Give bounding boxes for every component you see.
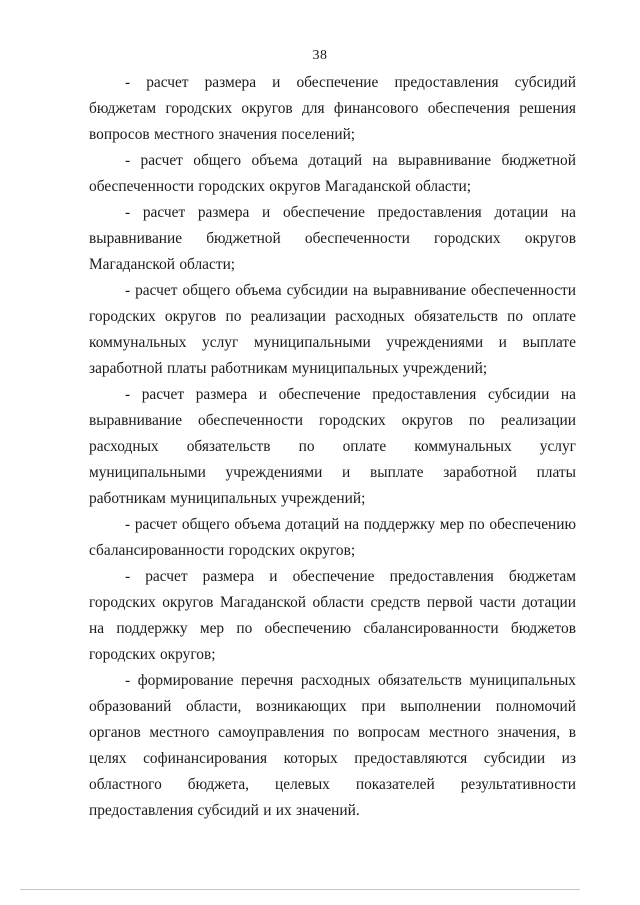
paragraph-3: - расчет размера и обеспечение предоставления дотации на выравнивание бюджетной обеспеченности городских округов Магаданской области; (89, 204, 576, 273)
page-number: 38 (312, 48, 328, 63)
paragraph-4: - расчет общего объема субсидии на выравнивание обеспеченности городских округов по реализации расходных обязательств по оплате коммунальных услуг муниципальными учреждениями и выплате заработной платы работникам муниципальных учреждений; (89, 282, 576, 377)
paragraph-6: - расчет общего объема дотаций на поддержку мер по обеспечению сбалансированности городских округов; (89, 516, 576, 559)
paragraph-8: - формирование перечня расходных обязательств муниципальных образований области, возникающих при выполнении полномочий органов местного самоуправления по вопросам местного значения, в целях софинансирования которых предоставляются субсидии из областного бюджета, целевых показателей результативности предоставления субсидий и их значений. (89, 672, 576, 819)
paragraph-2: - расчет общего объема дотаций на выравнивание бюджетной обеспеченности городских округов Магаданской области; (89, 152, 576, 195)
paragraph-5: - расчет размера и обеспечение предоставления субсидии на выравнивание обеспеченности городских округов по реализации расходных обязательств по оплате коммунальных услуг муниципальными учреждениями и выплате заработной платы работникам муниципальных учреждений; (89, 386, 576, 507)
scan-bottom-edge (20, 889, 580, 890)
paragraph-1: - расчет размера и обеспечение предоставления субсидий бюджетам городских округов для финансового обеспечения решения вопросов местного значения поселений; (89, 74, 576, 143)
document-body (89, 70, 576, 824)
paragraph-7: - расчет размера и обеспечение предоставления бюджетам городских округов Магаданской области средств первой части дотации на поддержку мер по обеспечению сбалансированности бюджетов городских округов; (89, 568, 576, 663)
